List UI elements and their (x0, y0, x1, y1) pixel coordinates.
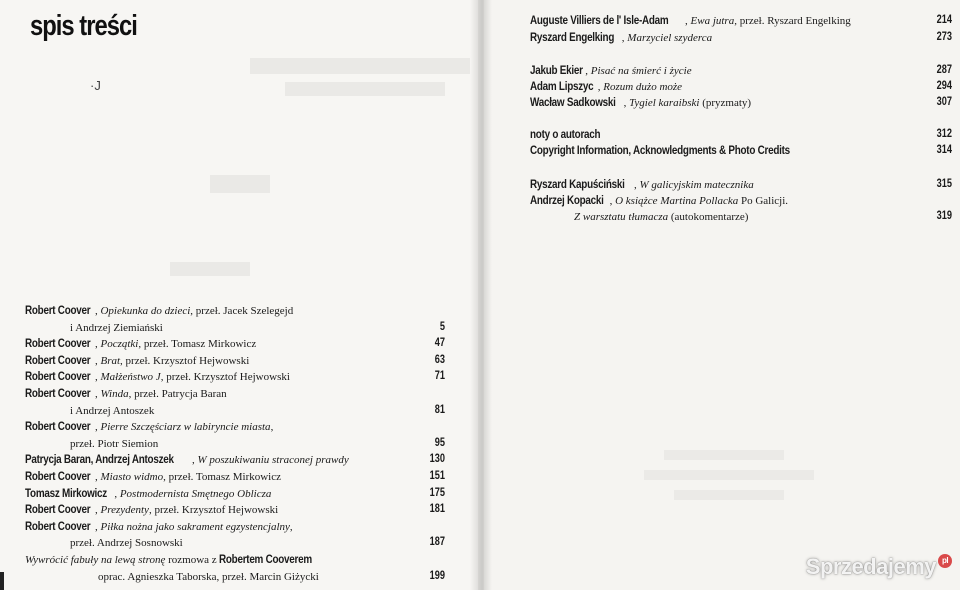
entry-author: Robert Coover (25, 371, 91, 384)
entry-page-number: 130 (429, 453, 445, 466)
entry-separator: , (94, 471, 101, 483)
entry-work: Tygiel karaibski (629, 97, 700, 109)
entry-page-number: 181 (429, 503, 445, 516)
entry-separator: , (114, 487, 120, 500)
entry-author: Jakub Ekier (530, 65, 583, 77)
toc-entry (25, 304, 293, 318)
entry-work: Pierre Szczęściarz w labiryncie miasta (100, 421, 271, 434)
entry-page-number: 175 (429, 486, 445, 499)
toc-entry (530, 31, 712, 45)
toc-entry (530, 80, 682, 94)
entry-author: Copyright Information, Acknowledgments & Photo Credits (530, 145, 790, 157)
entry-separator: , (597, 81, 604, 93)
toc-entry (530, 128, 606, 142)
toc-entry (25, 487, 271, 501)
entry-work: W galicyjskim matecznika (639, 179, 754, 191)
entry-details: (autokomentarze) (668, 211, 749, 223)
entry-work: Postmodernista Smętnego Oblicza (119, 487, 272, 500)
entry-separator: , (191, 454, 198, 467)
entry-page-number: 151 (429, 470, 445, 482)
entry-page-number: 71 (434, 370, 445, 383)
entry-page-number: 273 (936, 31, 952, 43)
entry-details: rozmowa z (165, 554, 220, 566)
entry-work: Małżeństwo J (100, 371, 161, 384)
toc-entry (25, 387, 227, 401)
entry-work: O książce Martina Pollacka (615, 195, 739, 207)
entry-separator: , (94, 421, 101, 434)
entry-work: Piłka nożna jako sakrament egzystencjalny (100, 520, 290, 533)
entry-work: Marzyciel szyderca (627, 32, 713, 44)
entry-work: Z warsztatu tłumacza (574, 211, 669, 223)
watermark (806, 554, 952, 580)
entry-page-number: 81 (434, 403, 445, 416)
bleed-through-block-7 (674, 490, 784, 500)
entry-work: Rozum dużo może (603, 81, 683, 93)
entry-details: , (270, 421, 274, 434)
entry-page-number: 63 (434, 353, 445, 366)
entry-author: Robert Coover (25, 338, 91, 351)
entry-continuation: oprac. Agnieszka Taborska, przeł. Marcin Giżycki (98, 570, 319, 583)
entry-work: Początki (100, 338, 139, 351)
entry-separator: , (94, 388, 101, 400)
entry-details: , przeł. Krzysztof Hejwowski (148, 504, 279, 517)
toc-entry (25, 520, 293, 534)
bleed-through-block-5 (664, 450, 784, 460)
entry-separator: , (94, 520, 101, 533)
entry-details: Po Galicji. (738, 195, 789, 207)
entry-details: , przeł. Ryszard Engelking (734, 15, 851, 27)
entry-separator: , (634, 179, 640, 191)
entry-page-number: 47 (434, 337, 445, 350)
entry-author: Robert Coover (25, 388, 91, 400)
page-edge-shadow (0, 572, 4, 590)
entry-details: , przeł. Krzysztof Hejwowski (120, 354, 250, 367)
page-title: spis treści (30, 10, 137, 42)
entry-page-number: 312 (936, 128, 952, 140)
entry-continuation (574, 210, 748, 224)
toc-entry (25, 503, 278, 517)
entry-page-number: 5 (439, 320, 445, 333)
toc-entry (25, 370, 290, 384)
toc-entry (25, 453, 349, 467)
entry-continuation: przeł. Piotr Siemion (70, 437, 159, 450)
toc-entry (25, 470, 281, 484)
entry-author: Robertem Cooverem (219, 554, 313, 566)
toc-entry (530, 14, 851, 28)
entry-separator: , (609, 195, 616, 207)
entry-separator: , (585, 65, 591, 77)
entry-work: Prezydenty (100, 504, 149, 517)
entry-page-number: 287 (936, 64, 952, 76)
bleed-through-block-6 (644, 470, 814, 480)
entry-separator: , (94, 504, 101, 517)
entry-details: , przeł. Tomasz Mirkowicz (138, 338, 257, 351)
entry-author: Adam Lipszyc (530, 81, 594, 93)
entry-author: Robert Coover (25, 504, 91, 517)
entry-author: Robert Coover (25, 520, 91, 533)
right-page (484, 0, 960, 590)
entry-details: , przeł. Jacek Szelegejd (190, 305, 294, 317)
entry-work: Opiekunka do dzieci (100, 305, 191, 317)
entry-separator: , (94, 338, 101, 351)
entry-work: Wywrócić fabuły na lewą stronę (25, 554, 166, 566)
entry-page-number: 187 (429, 536, 445, 549)
entry-author: Robert Coover (25, 421, 91, 434)
entry-separator: , (94, 354, 101, 367)
entry-page-number: 307 (936, 96, 952, 108)
left-page (0, 0, 478, 590)
entry-details: , przeł. Krzysztof Hejwowski (160, 371, 290, 384)
entry-details: , przeł. Patrycja Baran (128, 388, 227, 400)
watermark-badge: pl (938, 554, 952, 568)
entry-work: W poszukiwaniu straconej prawdy (197, 454, 349, 467)
entry-page-number: 199 (429, 569, 445, 582)
entry-work: Pisać na śmierć i życie (590, 65, 692, 77)
entry-author: noty o autorach (530, 129, 601, 141)
entry-work: Ewa jutra (690, 15, 735, 27)
entry-details: , (289, 520, 293, 533)
toc-entry-interview (25, 553, 321, 567)
entry-author: Patrycja Baran, Andrzej Antoszek (25, 454, 174, 467)
entry-work: Brat (100, 354, 121, 367)
table-of-contents-right (484, 0, 960, 590)
stray-mark: ·J (90, 78, 101, 93)
entry-author: Robert Coover (25, 354, 91, 367)
entry-details: (pryzmaty) (699, 97, 752, 109)
entry-author: Andrzej Kopacki (530, 195, 604, 207)
entry-continuation: i Andrzej Ziemiański (70, 321, 163, 334)
entry-author: Tomasz Mirkowicz (25, 487, 107, 500)
watermark-text: Sprzedajemy (805, 554, 936, 579)
entry-page-number: 314 (936, 144, 952, 156)
toc-entry (25, 337, 256, 351)
entry-page-number: 214 (936, 14, 952, 26)
toc-entry (25, 354, 249, 368)
entry-page-number: 294 (936, 80, 952, 92)
entry-continuation: i Andrzej Antoszek (70, 404, 155, 417)
entry-page-number: 95 (434, 436, 445, 449)
entry-separator: , (685, 15, 691, 27)
entry-work: Winda (100, 388, 129, 400)
entry-author: Wacław Sadkowski (530, 97, 616, 109)
entry-author: Ryszard Engelking (530, 32, 615, 44)
toc-entry (25, 420, 273, 434)
toc-entry (530, 64, 692, 78)
entry-separator: , (94, 305, 101, 317)
table-of-contents-left (0, 0, 478, 590)
entry-separator: , (623, 97, 630, 109)
toc-entry (530, 194, 788, 208)
toc-entry (530, 144, 826, 158)
entry-separator: , (621, 32, 628, 44)
book-gutter (470, 0, 492, 590)
entry-separator: , (94, 371, 101, 384)
entry-author: Robert Coover (25, 305, 91, 317)
entry-work: Miasto widmo (100, 471, 164, 483)
entry-author: Ryszard Kapuściński (530, 179, 625, 191)
entry-continuation: przeł. Andrzej Sosnowski (70, 537, 183, 550)
entry-author: Robert Coover (25, 471, 91, 483)
entry-page-number: 315 (936, 178, 952, 190)
toc-entry (530, 178, 754, 192)
entry-details: , przeł. Tomasz Mirkowicz (163, 471, 281, 483)
entry-author: Auguste Villiers de l' Isle-Adam (530, 15, 669, 27)
entry-page-number: 319 (936, 210, 952, 222)
toc-entry (530, 96, 751, 110)
